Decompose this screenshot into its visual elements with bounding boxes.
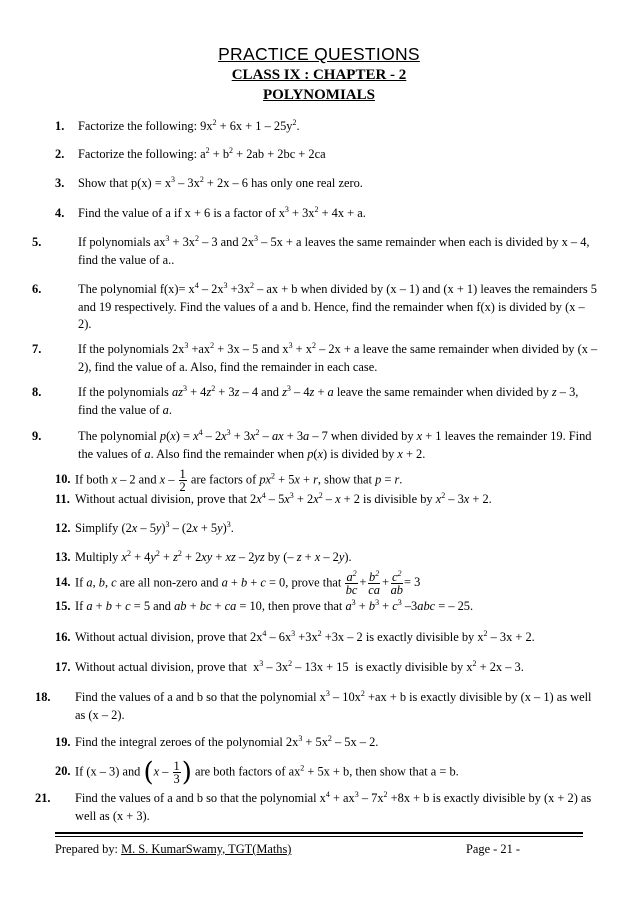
question-11: 11. Without actual division, prove that $2x^4 - 5x^3 + 2x^2 - x + 2$ is divisible by $x^2 - 3x + 2$. xyxy=(55,491,575,509)
question-16: 16. Without actual division, prove that $2x^4 - 6x^3 +3x^2 +3x - 2$ is exactly divisible by $x^2 - 3x + 2$. xyxy=(55,629,575,647)
question-number: 6. xyxy=(32,282,42,296)
question-number: 1. xyxy=(55,119,65,133)
question-number: 8. xyxy=(32,385,42,399)
question-14: 14. If a, b, c are all non-zero and a + b + c = 0, prove that $\frac{a^2}{bc}$ + $\frac{b^2}{ca}$ + $\frac{c^2}{ab}$ = 3 xyxy=(55,569,421,597)
question-number: 17. xyxy=(55,660,71,674)
question-2: 2. Factorize the following: $a^2 + b^2 + 2ab + 2bc + 2ca$ xyxy=(55,146,575,164)
question-4: 4. Find the value of a if x + 6 is a factor of $x^3 + 3x^2 + 4x + a$. xyxy=(55,205,575,223)
question-20: 20. If (x – 3) and (x – $\frac{1}{3}$ ) are both factors of $ax^2 + 5x + b$, then show that a = b. xyxy=(55,757,459,788)
question-number: 7. xyxy=(32,342,42,356)
question-21: 21. Find the values of a and b so that the polynomial $x^4 + ax^3 - 7x^2 +8x + b$ is exactly divisible by (x + 2) as well as (x + 3). xyxy=(35,790,592,823)
footer-rule-thin xyxy=(55,836,583,837)
question-number: 20. xyxy=(55,764,71,779)
question-1: 1. Factorize the following: $9x^2 + 6x + 1 - 25y^2$. xyxy=(55,118,575,136)
question-number: 18. xyxy=(35,690,51,704)
question-9: 9. The polynomial $p(x) = x^4 - 2x^3 + 3x^2$ – ax + 3a – 7 when divided by x + 1 leaves the remainder 19. Find the values of a. Also find the remainder when p(x) is divided by x + 2. xyxy=(32,428,592,461)
prepared-label: Prepared by: xyxy=(55,842,118,856)
question-number: 13. xyxy=(55,550,71,564)
question-number: 15. xyxy=(55,599,71,613)
question-5: 5. If polynomials $ax^3 + 3x^2 - 3$ and $2x^3 - 5x + a$ leaves the same remainder when each is divided by x – 4, find the value of a.. xyxy=(32,234,590,267)
page-title: PRACTICE QUESTIONS xyxy=(218,44,420,64)
footer-rule-thick xyxy=(55,832,583,834)
page-number: Page - 21 - xyxy=(466,842,521,856)
question-number: 16. xyxy=(55,630,71,644)
question-number: 21. xyxy=(35,791,51,805)
question-17: 17. Without actual division, prove that $x^3 - 3x^2 - 13x + 15$ is exactly divisible by $x^2 + 2x - 3$. xyxy=(55,659,575,677)
question-13: 13. Multiply $x^2 + 4y^2 + z^2 + 2xy$ + xz – 2yz by (– z + x – 2y). xyxy=(55,549,575,567)
footer-prepared-by xyxy=(55,842,291,857)
question-10: 10. If both x – 2 and x – $\frac{1}{2}$ are factors of $px^2 + 5x + r$, show that p = r. xyxy=(55,467,403,494)
question-19: 19. Find the integral zeroes of the polynomial $2x^3 + 5x^2 - 5x - 2$. xyxy=(55,734,575,752)
question-number: 10. xyxy=(55,472,71,487)
question-number: 4. xyxy=(55,206,65,220)
fraction-one-half: $\frac{1}{2}$ xyxy=(179,467,186,494)
question-3: 3. Show that $p(x) = x^3 - 3x^2 + 2x - 6$ has only one real zero. xyxy=(55,175,575,193)
question-6: 6. The polynomial $f(x)= x^4 - 2x^3 +3x^2$ – ax + b when divided by (x – 1) and (x + 1) leaves the remainders 5 and 19 respectively. Find the values of a and b. Hence, find the remainder when f(x) is divided by (x – 2). xyxy=(32,281,597,331)
question-number: 9. xyxy=(32,429,42,443)
class-heading: CLASS IX : CHAPTER - 2 xyxy=(231,67,407,83)
question-number: 11. xyxy=(55,492,70,506)
question-number: 19. xyxy=(55,735,71,749)
question-18: 18. Find the values of a and b so that the polynomial $x^3 - 10x^2 +ax + b$ is exactly divisible by (x – 1) as well as (x – 2). xyxy=(35,689,592,722)
question-15: 15. If a + b + c = 5 and ab + bc + ca = 10, then prove that $a^3 + b^3 + c^3$ –3abc = – 25. xyxy=(55,598,575,616)
question-12: 12. Simplify $(2x - 5y)^3 - (2x + 5y)^3$. xyxy=(55,520,575,538)
author-name: M. S. KumarSwamy, TGT(Maths) xyxy=(121,842,292,856)
chapter-heading: POLYNOMIALS xyxy=(263,87,375,103)
question-number: 14. xyxy=(55,575,71,590)
equation-sum-fractions: $\frac{a^2}{bc}$ + $\frac{b^2}{ca}$ + $\frac{c^2}{ab}$ = 3 xyxy=(345,569,421,597)
question-7: 7. If the polynomials $2x^3 +ax^2 + 3x - 5$ and $x^3 + x^2 - 2x + a$ leave the same remainder when divided by (x – 2), find the value of a. Also, find the remainder in each case. xyxy=(32,341,598,374)
question-number: 2. xyxy=(55,147,65,161)
question-8: 8. If the polynomials $az^3 + 4z^2 + 3z - 4$ and $z^3 - 4z + a$ leave the same remainder when divided by z – 3, find the value of a. xyxy=(32,384,579,417)
question-number: 3. xyxy=(55,176,65,190)
fraction-one-third: $\frac{1}{3}$ xyxy=(173,759,180,786)
question-number: 12. xyxy=(55,521,71,535)
question-number: 5. xyxy=(32,235,42,249)
